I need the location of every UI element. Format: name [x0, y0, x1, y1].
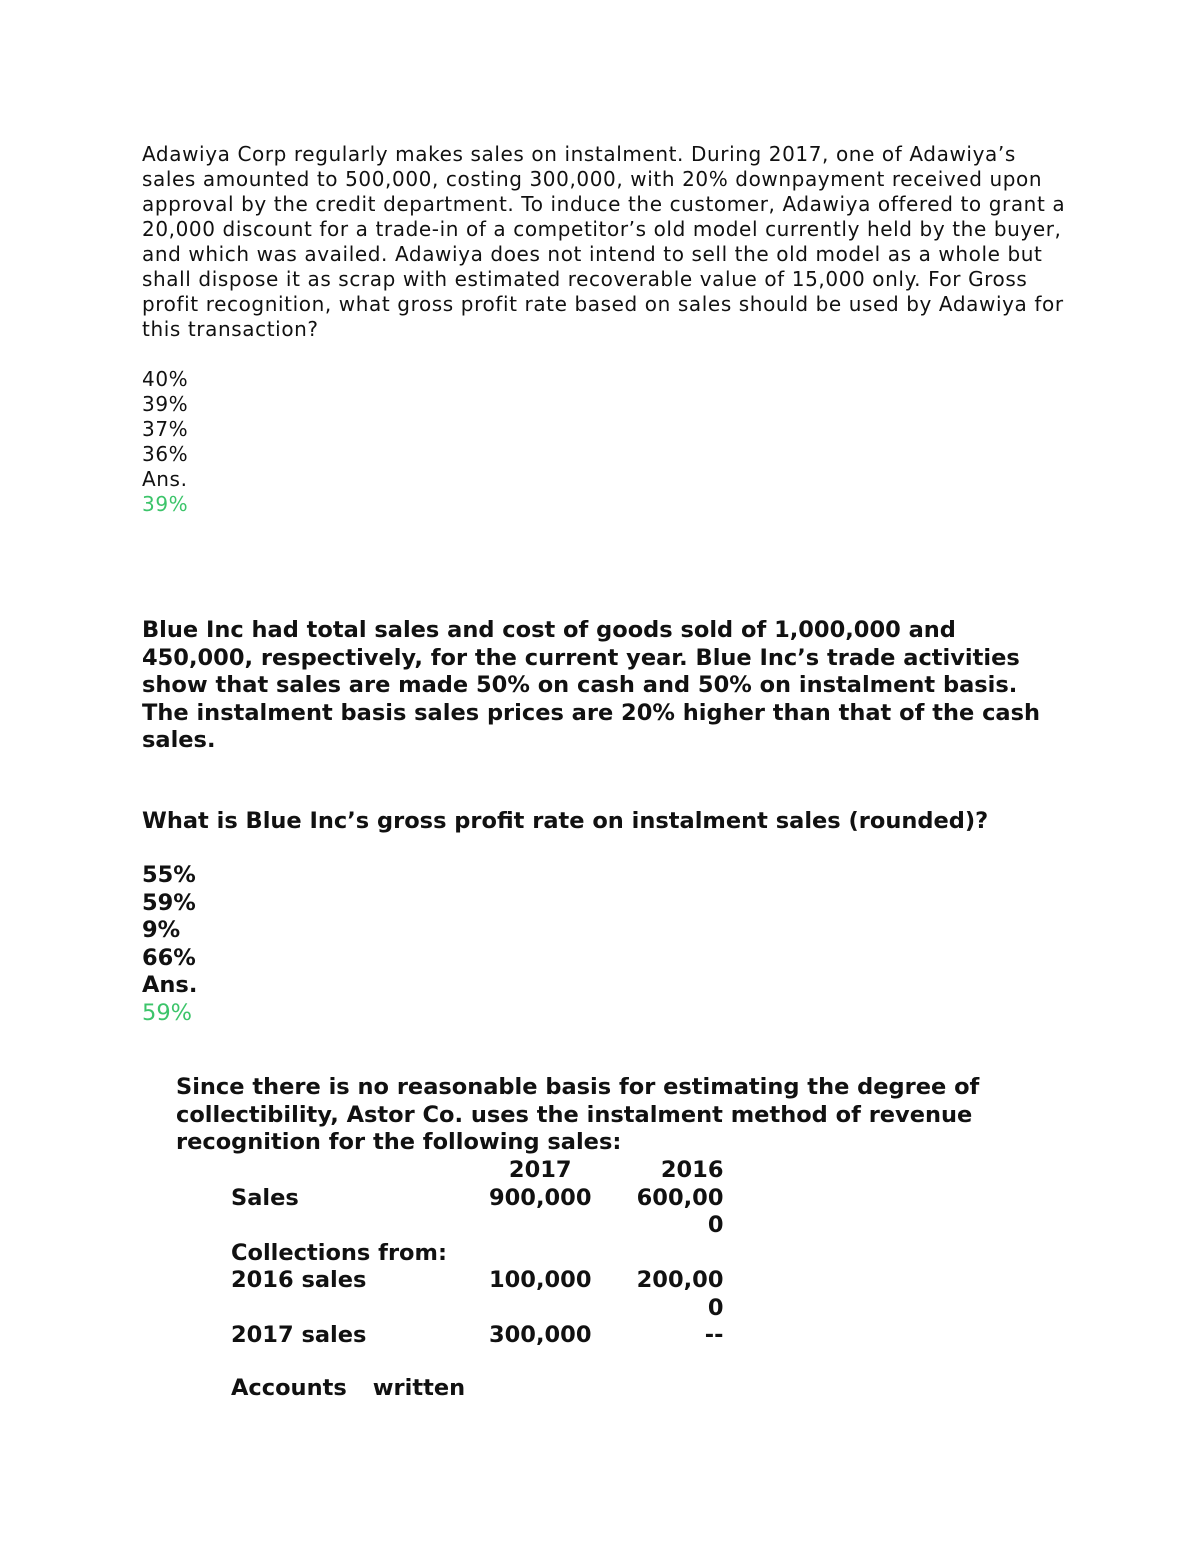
question-2-option: 55%: [142, 862, 196, 888]
written-word: written: [372, 1375, 466, 1401]
question-2-option: 59%: [142, 889, 196, 916]
table-cell: 300,000: [489, 1322, 592, 1348]
question-1-option: 40%: [142, 367, 189, 391]
accounts-word: Accounts: [231, 1375, 347, 1401]
column-header-2016: 2016: [660, 1157, 724, 1183]
row-label: 2016 sales: [231, 1267, 367, 1293]
question-1-answer: 39%: [142, 492, 189, 516]
table-cell: --: [704, 1322, 724, 1348]
table-row: [231, 1322, 723, 1350]
question-2-option: 9%: [142, 917, 181, 943]
row-label: Collections from:: [231, 1239, 447, 1266]
question-2-option: 66%: [142, 944, 196, 971]
table-cell: 600,000: [636, 1184, 724, 1238]
question-2-text: Blue Inc had total sales and cost of goods sold of 1,000,000 and 450,000, respectively, for the current year. Blue Inc’s trade activities show that sales are made 50% on cash and 50% on instalment basis. The instalment basis sales prices are 20% higher than that of the cash sales.: [142, 617, 1041, 753]
row-label: Sales: [231, 1184, 299, 1211]
question-2-options: [142, 862, 1062, 1027]
question-2-answer: 59%: [142, 999, 193, 1026]
question-2-question: What is Blue Inc’s gross profit rate on instalment sales (rounded)?: [142, 807, 989, 834]
question-2-answer-label: Ans.: [142, 972, 198, 998]
column-header-2017: 2017: [508, 1157, 572, 1183]
table-cell: 900,000: [489, 1184, 592, 1211]
table-row: [231, 1267, 723, 1322]
question-1-option: 36%: [142, 442, 189, 466]
question-3-text: Since there is no reasonable basis for estimating the degree of collectibility, Astor Co. uses the instalment method of revenue recognition for the following sales:: [176, 1074, 980, 1155]
question-1-option: 37%: [142, 417, 189, 441]
accounts-written-line: [231, 1375, 465, 1403]
table-cell: 200,000: [636, 1267, 724, 1321]
table-row: [231, 1185, 723, 1240]
question-1: [142, 142, 1072, 517]
question-1-text: Adawiya Corp regularly makes sales on instalment. During 2017, one of Adawiya’s sales amounted to 500,000, costing 300,000, with 20% downpayment received upon approval by the credit department. To induce the customer, Adawiya offered to grant a 20,000 discount for a trade-in of a competitor’s old model currently held by the buyer, and which was availed. Adawiya does not intend to sell the old model as a whole but shall dispose it as scrap with estimated recoverable value of 15,000 only. For Gross profit recognition, what gross profit rate based on sales should be used by Adawiya for this transaction?: [142, 142, 1066, 341]
question-2: [142, 617, 1062, 1027]
question-1-answer-label: Ans.: [142, 467, 188, 491]
question-3: [176, 1074, 996, 1157]
question-1-option: 39%: [142, 392, 189, 416]
table-cell: 100,000: [489, 1267, 592, 1293]
row-label: 2017 sales: [231, 1322, 367, 1348]
table-row: [231, 1240, 723, 1268]
table-header-row: [231, 1157, 723, 1185]
question-1-options: [142, 367, 1072, 517]
sales-table: [231, 1157, 723, 1350]
